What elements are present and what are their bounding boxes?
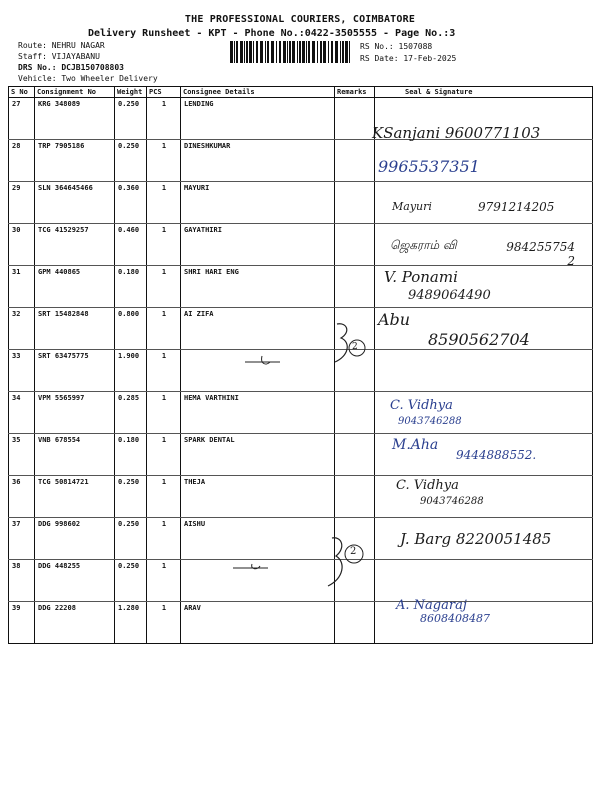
row-consignment-no: GPM 440865	[35, 266, 115, 308]
col-header-signature: Seal & Signature	[375, 87, 593, 98]
row-consignee: GAYATHIRI	[181, 224, 335, 266]
row-pcs: 1	[147, 182, 181, 224]
consignee-scribble-38	[228, 556, 278, 576]
row-signature	[375, 560, 593, 602]
row-sno: 37	[9, 518, 35, 560]
row-consignment-no: VPM 5565997	[35, 392, 115, 434]
pcs-annotation-a: 2	[352, 342, 358, 352]
row-consignee: HEMA VARTHINI	[181, 392, 335, 434]
row-pcs: 1	[147, 476, 181, 518]
row-remarks	[335, 476, 375, 518]
row-consignee: SHRI HARI ENG	[181, 266, 335, 308]
table-row	[9, 602, 593, 644]
signature-row-28: 9965537351	[378, 157, 480, 176]
row-weight: 0.460	[115, 224, 147, 266]
table-row	[9, 560, 593, 602]
row-pcs: 1	[147, 350, 181, 392]
row-weight: 0.800	[115, 308, 147, 350]
rs-date: RS Date: 17-Feb-2025	[360, 54, 457, 63]
vehicle-label: Vehicle: Two Wheeler Delivery	[18, 74, 158, 83]
signature-row-36-name: C. Vidhya	[396, 478, 459, 493]
signature-row-32-phone: 8590562704	[428, 330, 530, 349]
row-remarks	[335, 182, 375, 224]
row-weight: 0.250	[115, 140, 147, 182]
row-consignment-no: DDG 998602	[35, 518, 115, 560]
row-consignment-no: VNB 678554	[35, 434, 115, 476]
row-sno: 39	[9, 602, 35, 644]
row-pcs: 1	[147, 140, 181, 182]
row-consignee: DINESHKUMAR	[181, 140, 335, 182]
row-sno: 28	[9, 140, 35, 182]
runsheet-subtitle: Delivery Runsheet - KPT - Phone No.:0422-3505555 - Page No.:3	[88, 28, 456, 39]
signature-row-27: KSanjani 9600771103	[372, 124, 541, 142]
table-row	[9, 476, 593, 518]
row-pcs: 1	[147, 392, 181, 434]
drs-number: DRS No.: DCJB150708803	[18, 63, 124, 72]
bracket-annotation-32	[325, 318, 375, 368]
row-weight: 0.180	[115, 266, 147, 308]
signature-row-30-phone: 9842557542	[506, 240, 575, 268]
row-pcs: 1	[147, 266, 181, 308]
row-sno: 32	[9, 308, 35, 350]
row-sno: 33	[9, 350, 35, 392]
row-pcs: 1	[147, 308, 181, 350]
row-consignment-no: DDG 22208	[35, 602, 115, 644]
row-consignee: AI ZIFA	[181, 308, 335, 350]
row-consignee: AISHU	[181, 518, 335, 560]
col-header-sno: S No	[9, 87, 35, 98]
row-weight: 0.250	[115, 476, 147, 518]
row-consignment-no: DDG 448255	[35, 560, 115, 602]
row-weight: 0.250	[115, 518, 147, 560]
signature-row-34-name: C. Vidhya	[390, 398, 453, 413]
barcode	[230, 41, 354, 63]
row-remarks	[335, 98, 375, 140]
row-pcs: 1	[147, 434, 181, 476]
table-row	[9, 266, 593, 308]
row-consignee: MAYURI	[181, 182, 335, 224]
col-header-remarks: Remarks	[335, 87, 375, 98]
row-pcs: 1	[147, 560, 181, 602]
row-sno: 29	[9, 182, 35, 224]
bracket-annotation-37	[318, 532, 373, 592]
row-consignment-no: KRG 348089	[35, 98, 115, 140]
row-consignment-no: TCG 41529257	[35, 224, 115, 266]
row-consignee: THEJA	[181, 476, 335, 518]
row-sno: 30	[9, 224, 35, 266]
runsheet-table	[8, 86, 593, 644]
signature-row-31-name: V. Ponami	[384, 268, 458, 286]
row-sno: 27	[9, 98, 35, 140]
runsheet-title: THE PROFESSIONAL COURIERS, COIMBATORE	[184, 14, 416, 25]
row-sno: 35	[9, 434, 35, 476]
table-row	[9, 350, 593, 392]
staff-label: Staff: VIJAYABANU	[18, 52, 100, 61]
signature-row-31-phone: 9489064490	[408, 288, 491, 303]
consignee-scribble-33	[240, 350, 290, 370]
row-remarks	[335, 602, 375, 644]
row-remarks	[335, 266, 375, 308]
signature-row-35-name: M.Aha	[392, 437, 439, 453]
signature-row-39-name: A. Nagaraj	[396, 598, 467, 613]
row-consignment-no: SLN 364645466	[35, 182, 115, 224]
signature-row-39-phone: 8608408487	[420, 612, 490, 625]
row-remarks	[335, 392, 375, 434]
row-weight: 0.360	[115, 182, 147, 224]
row-signature	[375, 350, 593, 392]
row-weight: 0.285	[115, 392, 147, 434]
table-row	[9, 392, 593, 434]
row-consignee: SPARK DENTAL	[181, 434, 335, 476]
rs-number: RS No.: 1507088	[360, 42, 433, 51]
signature-row-29-name: Mayuri	[392, 200, 432, 213]
col-header-weight: Weight	[115, 87, 147, 98]
pcs-annotation-b: 2	[350, 546, 357, 557]
signature-row-32-name: Abu	[378, 310, 411, 329]
signature-row-30-name: ஜெகராம் வி	[390, 238, 457, 252]
row-consignment-no: TRP 7905186	[35, 140, 115, 182]
signature-row-37: J. Barg 8220051485	[400, 530, 552, 548]
table-header-row	[9, 87, 593, 98]
row-pcs: 1	[147, 602, 181, 644]
row-pcs: 1	[147, 98, 181, 140]
table-row	[9, 140, 593, 182]
row-weight: 0.180	[115, 434, 147, 476]
row-weight: 0.250	[115, 560, 147, 602]
row-consignee: ARAV	[181, 602, 335, 644]
row-pcs: 1	[147, 518, 181, 560]
row-sno: 34	[9, 392, 35, 434]
row-consignee: LENDING	[181, 98, 335, 140]
row-sno: 38	[9, 560, 35, 602]
col-header-consignee: Consignee Details	[181, 87, 335, 98]
signature-row-34-phone: 9043746288	[398, 416, 462, 427]
row-remarks	[335, 224, 375, 266]
row-consignment-no: TCG 50814721	[35, 476, 115, 518]
row-pcs: 1	[147, 224, 181, 266]
row-weight: 1.900	[115, 350, 147, 392]
row-sno: 36	[9, 476, 35, 518]
signature-row-35-phone: 9444888552.	[456, 448, 537, 462]
signature-row-36-phone: 9043746288	[420, 496, 484, 507]
row-remarks	[335, 140, 375, 182]
signature-row-29-phone: 9791214205	[478, 200, 555, 214]
row-weight: 0.250	[115, 98, 147, 140]
row-remarks	[335, 434, 375, 476]
route-label: Route: NEHRU NAGAR	[18, 41, 105, 50]
col-header-consignment: Consignment No	[35, 87, 115, 98]
col-header-pcs: PCS	[147, 87, 181, 98]
row-weight: 1.280	[115, 602, 147, 644]
row-consignment-no: SRT 63475775	[35, 350, 115, 392]
row-consignment-no: SRT 15482848	[35, 308, 115, 350]
row-sno: 31	[9, 266, 35, 308]
